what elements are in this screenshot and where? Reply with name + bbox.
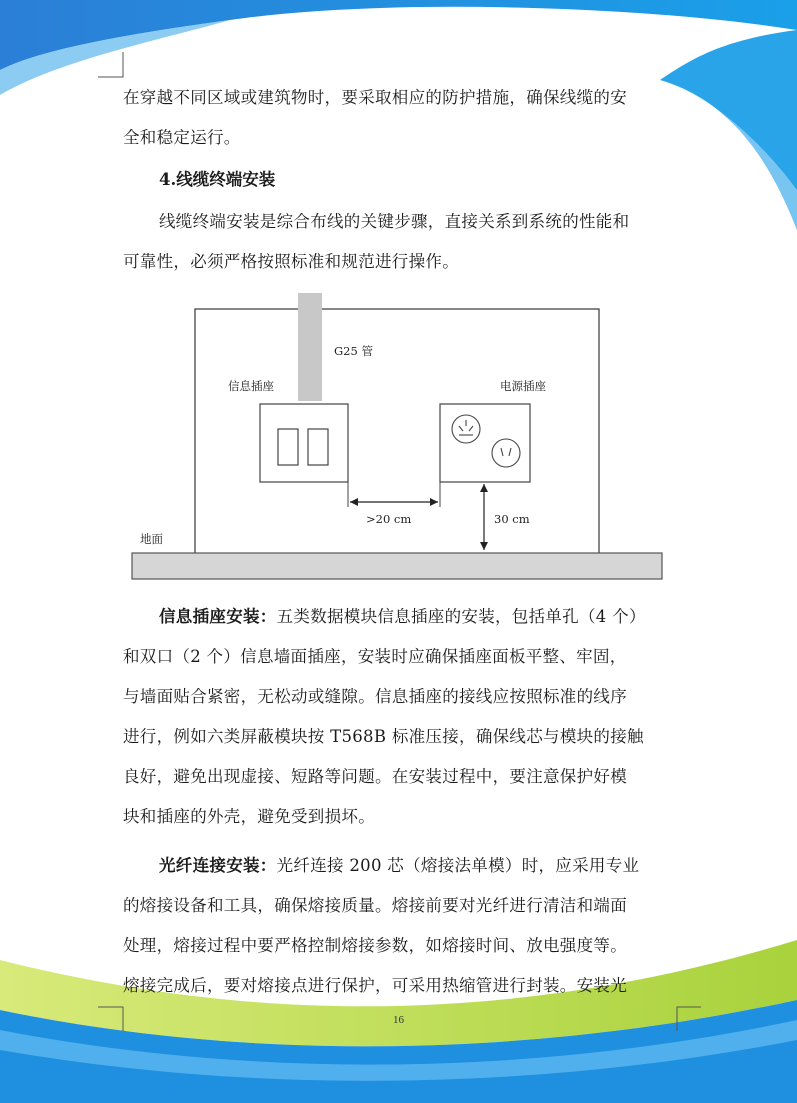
socket-installation-diagram — [120, 285, 680, 585]
section-paragraph — [123, 202, 683, 282]
fiber-title: 光纤连接安装： — [159, 856, 277, 875]
g25-pipe — [298, 293, 322, 401]
section-paragraph-line-2: 可靠性，必须严格按照标准和规范进行操作。 — [123, 252, 459, 271]
intro-text — [123, 78, 683, 158]
info-socket-line-5: 良好，避免出现虚接、短路等问题。在安装过程中，要注意保护好模 — [123, 767, 627, 786]
section-paragraph-line-1: 线缆终端安装是综合布线的关键步骤，直接关系到系统的性能和 — [159, 212, 630, 231]
spacing-label: >20 cm — [366, 512, 412, 526]
intro-line-2: 全和稳定运行。 — [123, 128, 241, 147]
g25-pipe-label: G25 管 — [334, 344, 373, 358]
power-socket-label: 电源插座 — [500, 379, 546, 393]
height-arrow-bottom-head — [480, 542, 488, 550]
info-socket-line-6: 块和插座的外壳，避免受到损坏。 — [123, 807, 375, 826]
fiber-line-1: 光纤连接安装：光纤连接 200 芯（熔接法单模）时，应采用专业 — [159, 856, 640, 875]
fiber-line-3: 处理，熔接过程中要严格控制熔接参数，如熔接时间、放电强度等。 — [123, 936, 627, 955]
page-number: 16 — [393, 1014, 404, 1026]
info-socket-box — [260, 404, 348, 482]
fiber-line-4: 熔接完成后，要对熔接点进行保护，可采用热缩管进行封装。安装光 — [123, 976, 627, 995]
section-heading: 4.线缆终端安装 — [159, 170, 276, 189]
height-label: 30 cm — [494, 512, 530, 526]
crop-mark-bottom-right — [676, 1006, 702, 1032]
crop-mark-top-left — [98, 52, 124, 78]
info-socket-paragraph — [123, 597, 683, 837]
info-socket-label: 信息插座 — [228, 379, 274, 393]
info-socket-line-4: 进行，例如六类屏蔽模块按 T568B 标准压接，确保线芯与模块的接触 — [123, 727, 644, 746]
spacing-arrow-left-head — [350, 498, 358, 506]
info-socket-line-3: 与墙面贴合紧密，无松动或缝隙。信息插座的接线应按照标准的线序 — [123, 687, 627, 706]
ground-label: 地面 — [140, 532, 163, 546]
fiber-line-2: 的熔接设备和工具，确保熔接质量。熔接前要对光纤进行清洁和端面 — [123, 896, 627, 915]
fiber-paragraph — [123, 846, 683, 1006]
info-socket-title: 信息插座安装： — [159, 607, 277, 626]
intro-line-1: 在穿越不同区域或建筑物时，要采取相应的防护措施，确保线缆的安 — [123, 88, 627, 107]
ground-slab — [132, 553, 662, 579]
height-arrow-top-head — [480, 484, 488, 492]
info-socket-line-2: 和双口（2 个）信息墙面插座，安装时应确保插座面板平整、牢固， — [123, 647, 627, 666]
info-socket-line-1: 信息插座安装：五类数据模块信息插座的安装，包括单孔（4 个） — [159, 607, 646, 626]
spacing-arrow-right-head — [430, 498, 438, 506]
crop-mark-bottom-left — [98, 1006, 124, 1032]
